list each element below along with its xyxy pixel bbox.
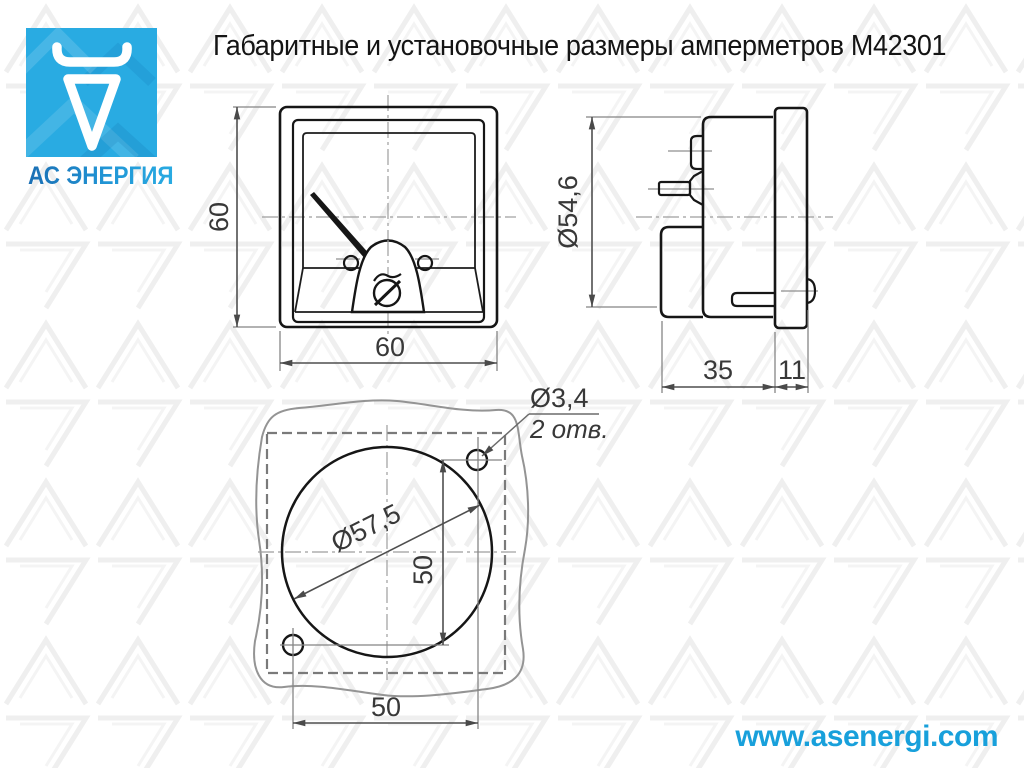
hole-spacing-horizontal-label: 50	[370, 692, 402, 722]
side-depth-label: 35	[702, 355, 734, 385]
mounting-view	[254, 383, 609, 729]
front-view	[204, 95, 516, 371]
website-link[interactable]: www.asenergi.com	[735, 720, 998, 753]
side-bezel-depth-label: 11	[777, 355, 807, 385]
hole-spacing-horizontal-dimension	[293, 692, 478, 723]
side-mounting-tab	[732, 293, 775, 306]
brand-name: АС ЭНЕРГИЯ	[28, 162, 174, 190]
side-terminal-centerlines	[648, 151, 818, 291]
hole-count-label: 2 отв.	[530, 414, 609, 444]
front-width-label: 60	[374, 332, 406, 362]
front-width-dimension	[280, 331, 497, 371]
cutout-diameter-label: Ø57,5	[326, 497, 406, 558]
page-title: Габаритные и установочные размеры амперметров М42301	[213, 30, 947, 62]
side-terminal-cone	[690, 171, 703, 205]
hole-spacing-vertical-label: 50	[408, 554, 438, 586]
side-front-bezel-plate	[775, 108, 807, 328]
front-height-label: 60	[204, 201, 234, 233]
side-terminal-block	[691, 136, 703, 169]
side-diameter-label: Ø54,6	[553, 175, 583, 249]
meter-needle	[310, 192, 372, 260]
side-diameter-dimension	[553, 117, 701, 307]
hole-callout	[482, 383, 609, 456]
panel-blob-outline	[254, 400, 528, 696]
side-view	[553, 108, 833, 393]
hole-extension-lines	[280, 437, 502, 729]
hole-diameter-label: Ø3,4	[530, 383, 589, 413]
company-logo	[26, 28, 157, 157]
side-depth-dimension	[662, 310, 808, 393]
side-lower-housing	[661, 227, 703, 317]
